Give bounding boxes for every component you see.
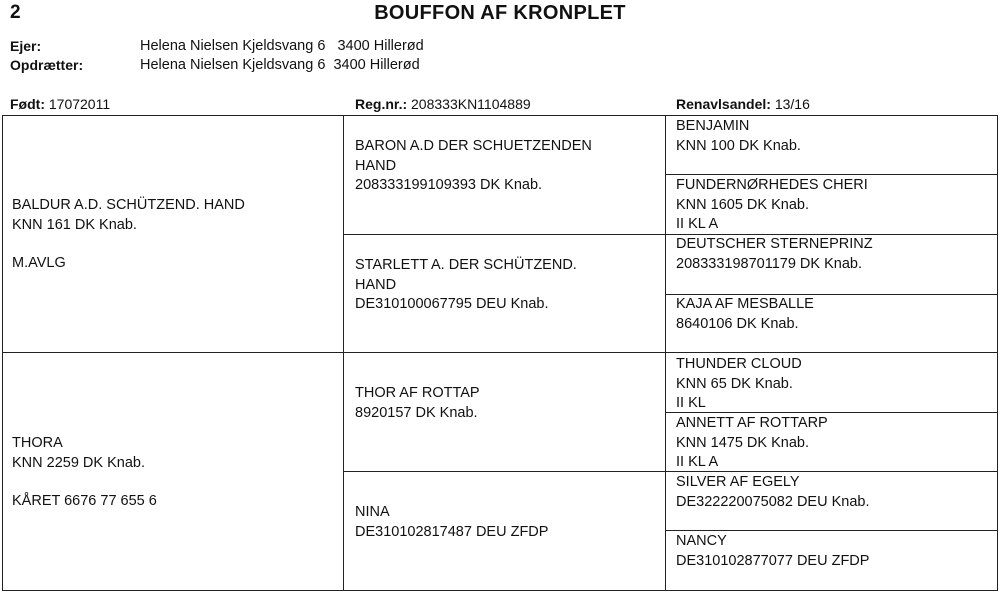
sire-sire-name-cont: HAND — [355, 157, 397, 174]
g3-note: II KL A — [676, 216, 719, 232]
g3-reg: 8640106 DK Knab. — [676, 315, 799, 332]
reg-value: 208333KN1104889 — [411, 96, 531, 112]
g3-cell-2 — [676, 176, 868, 235]
g3-name: SILVER AF EGELY — [676, 474, 800, 490]
g3-note: II KL A — [676, 454, 719, 470]
breeder-label: Opdrætter: — [10, 57, 84, 73]
sire-dam-reg: DE310100067795 DEU Knab. — [355, 296, 549, 312]
g3-name: NANCY — [676, 533, 727, 549]
sire-dam-name-cont: HAND — [355, 276, 397, 293]
born-label: Født: — [10, 96, 45, 112]
dam-name: THORA — [12, 435, 63, 451]
g3-name: ANNETT AF ROTTARP — [676, 415, 828, 431]
dam-sire-name: THOR AF ROTTAP — [355, 385, 480, 401]
sire-sire-reg: 208333199109393 DK Knab. — [355, 177, 543, 193]
dam-dam-name: NINA — [355, 504, 390, 520]
sire-dam-cell — [355, 256, 577, 315]
sire-name: BALDUR A.D. SCHÜTZEND. HAND — [12, 197, 245, 213]
g3-cell-8 — [676, 532, 869, 571]
g3-reg: KNN 100 DK Knab. — [676, 137, 801, 154]
dam-note: KÅRET 6676 77 655 6 — [12, 493, 157, 509]
sire-cell — [12, 196, 245, 274]
sire-sire-name: BARON A.D DER SCHUETZENDEN — [355, 138, 592, 154]
g3-note: II KL — [676, 395, 706, 411]
born-field — [10, 96, 110, 112]
purebred-share-field — [676, 96, 810, 112]
dam-reg: KNN 2259 DK Knab. — [12, 454, 145, 471]
reg-field — [355, 96, 531, 112]
sire-note: M.AVLG — [12, 255, 66, 271]
dog-name-title: BOUFFON AF KRONPLET — [374, 2, 626, 24]
purebred-share-value: 13/16 — [774, 96, 810, 112]
g3-cell-5 — [676, 355, 802, 414]
breeder-value: Helena Nielsen Kjeldsvang 6 3400 Hillerød — [140, 57, 420, 73]
g3-cell-1 — [676, 117, 801, 156]
g3-name: DEUTSCHER STERNEPRINZ — [676, 236, 873, 252]
g3-cell-3 — [676, 235, 873, 274]
g3-name: THUNDER CLOUD — [676, 356, 802, 372]
g3-cell-4 — [676, 295, 814, 334]
catalog-number: 2 — [10, 2, 21, 23]
dam-cell — [12, 434, 157, 512]
sire-reg: KNN 161 DK Knab. — [12, 216, 137, 233]
g3-reg: KNN 65 DK Knab. — [676, 375, 793, 392]
purebred-share-label: Renavlsandel: — [676, 96, 771, 112]
g3-reg: KNN 1605 DK Knab. — [676, 196, 809, 213]
dam-sire-cell — [355, 384, 480, 423]
g3-reg: DE322220075082 DEU Knab. — [676, 493, 870, 510]
born-value: 17072011 — [48, 96, 111, 112]
dam-sire-reg: 8920157 DK Knab. — [355, 404, 478, 421]
g3-cell-6 — [676, 414, 828, 473]
g3-name: BENJAMIN — [676, 118, 750, 134]
g3-reg: DE310102877077 DEU ZFDP — [676, 552, 870, 569]
g3-name: KAJA AF MESBALLE — [676, 296, 814, 312]
dam-dam-reg: DE310102817487 DEU ZFDP — [355, 523, 549, 540]
g3-name: FUNDERNØRHEDES CHERI — [676, 177, 868, 193]
sire-sire-cell — [355, 137, 592, 196]
owner-label: Ejer: — [10, 38, 42, 54]
g3-cell-7 — [676, 473, 869, 512]
dam-dam-cell — [355, 503, 548, 542]
reg-label: Reg.nr.: — [355, 96, 408, 112]
sire-dam-name: STARLETT A. DER SCHÜTZEND. — [355, 257, 577, 273]
g3-reg: KNN 1475 DK Knab. — [676, 434, 809, 451]
g3-reg: 208333198701179 DK Knab. — [676, 255, 862, 272]
owner-value: Helena Nielsen Kjeldsvang 6 3400 Hillerød — [140, 38, 424, 54]
